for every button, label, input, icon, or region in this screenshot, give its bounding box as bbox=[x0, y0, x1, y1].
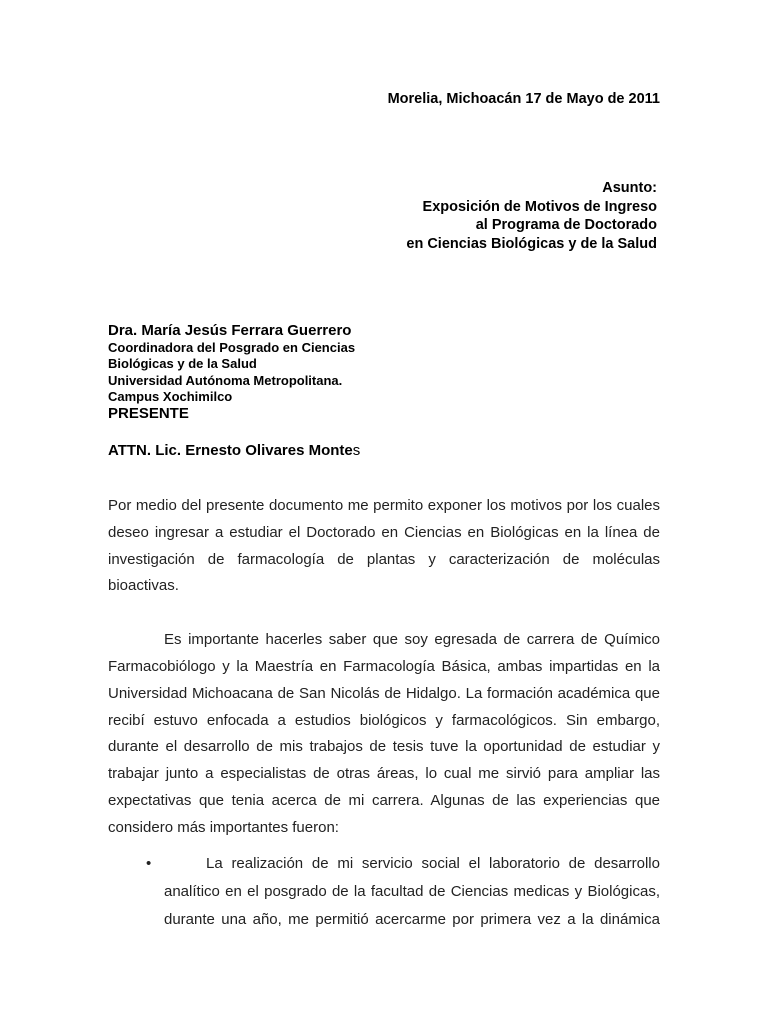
bullet-item bbox=[108, 850, 660, 934]
text-line: trabajar junto a especialistas de otras áreas, lo cual me sirvió para ampliar las bbox=[108, 765, 660, 783]
paragraph-1 bbox=[108, 493, 660, 600]
text-line: recibí estuvo enfocada a estudios biológicos y farmacológicos. Sin embargo, bbox=[108, 711, 660, 729]
subject-line: Exposición de Motivos de Ingreso bbox=[422, 198, 657, 215]
text-line: deseo ingresar a estudiar el Doctorado en Ciencias en Biológicas en la línea de bbox=[108, 523, 660, 541]
recipient-line: Coordinadora del Posgrado en Ciencias bbox=[108, 340, 356, 355]
text-line: investigación de farmacología de plantas y caracterización de moléculas bbox=[108, 550, 660, 568]
bullet-icon: • bbox=[146, 854, 152, 872]
attn-line bbox=[108, 442, 360, 459]
recipient-name: Dra. María Jesús Ferrara Guerrero bbox=[108, 322, 352, 339]
text-line: durante una año, me permitió acercarme por primera vez a la dinámica bbox=[164, 910, 660, 928]
text-line: expectativas que tenia acerca de mi carrera. Algunas de las experiencias que bbox=[108, 791, 660, 809]
subject-block bbox=[406, 179, 657, 254]
text-line: Universidad Michoacana de San Nicolás de Hidalgo. La formación académica que bbox=[108, 684, 660, 702]
subject-label: Asunto: bbox=[602, 180, 657, 196]
bullet-text bbox=[164, 850, 660, 934]
text-line: considero más importantes fueron: bbox=[108, 818, 339, 836]
presente: PRESENTE bbox=[108, 405, 189, 423]
date-line: Morelia, Michoacán 17 de Mayo de 2011 bbox=[387, 91, 660, 107]
text-line: analítico en el posgrado de la facultad de Ciencias medicas y Biológicas, bbox=[164, 882, 660, 900]
text-line: Farmacobiólogo y la Maestría en Farmacología Básica, ambas impartidas en la bbox=[108, 657, 660, 675]
text-line: La realización de mi servicio social el laboratorio de desarrollo bbox=[206, 854, 660, 872]
text-line: durante el desarrollo de mis trabajos de tesis tuve la oportunidad de estudiar y bbox=[108, 738, 660, 756]
attn-tail: s bbox=[352, 442, 361, 459]
text-line: Es importante hacerles saber que soy egresada de carrera de Químico bbox=[164, 631, 660, 649]
subject-line: al Programa de Doctorado bbox=[475, 217, 657, 234]
attn-text: ATTN. Lic. Ernesto Olivares Monte bbox=[108, 442, 353, 459]
recipient-line: Universidad Autónoma Metropolitana. bbox=[108, 372, 343, 388]
text-line: Por medio del presente documento me permito exponer los motivos por los cuales bbox=[108, 497, 660, 514]
recipient-line: Biológicas y de la Salud bbox=[108, 356, 257, 372]
subject-line: en Ciencias Biológicas y de la Salud bbox=[406, 236, 657, 253]
letter-body bbox=[108, 493, 660, 934]
paragraph-2 bbox=[108, 627, 660, 841]
recipient-line: Campus Xochimilco bbox=[108, 388, 233, 404]
text-line: bioactivas. bbox=[108, 577, 179, 595]
recipient-block bbox=[108, 322, 355, 422]
